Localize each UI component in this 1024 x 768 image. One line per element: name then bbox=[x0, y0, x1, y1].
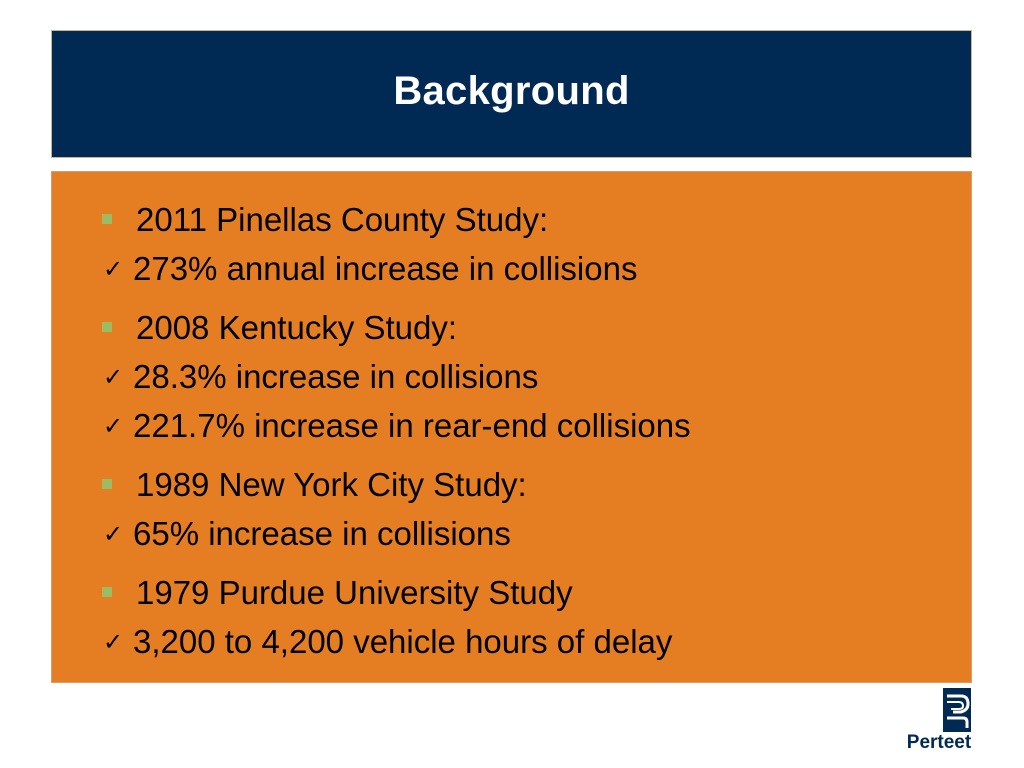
content-box bbox=[51, 171, 972, 683]
check-text: 28.3% increase in collisions bbox=[133, 358, 539, 395]
bullet-item bbox=[100, 200, 960, 249]
bullet-heading: 1979 Purdue University Study bbox=[136, 574, 573, 611]
check-item bbox=[52, 622, 960, 671]
bullet-heading: 2011 Pinellas County Study: bbox=[136, 201, 549, 238]
checkmark-icon: ✓ bbox=[103, 255, 124, 283]
check-text: 273% annual increase in collisions bbox=[133, 250, 638, 287]
perteet-logo-icon bbox=[943, 688, 971, 732]
checkmark-icon: ✓ bbox=[103, 363, 124, 391]
bullet-heading: 2008 Kentucky Study: bbox=[136, 309, 458, 346]
study-group bbox=[100, 573, 960, 671]
slide-title: Background bbox=[393, 68, 630, 113]
checkmark-icon: ✓ bbox=[103, 628, 124, 656]
check-item bbox=[52, 514, 960, 563]
check-text: 221.7% increase in rear-end collisions bbox=[133, 407, 691, 444]
title-bar bbox=[51, 30, 972, 158]
bullet-item bbox=[100, 465, 960, 514]
checkmark-icon: ✓ bbox=[103, 412, 124, 440]
content-list bbox=[100, 200, 960, 681]
square-bullet-icon bbox=[102, 214, 112, 224]
checkmark-icon: ✓ bbox=[103, 520, 124, 548]
square-bullet-icon bbox=[102, 587, 112, 597]
check-text: 65% increase in collisions bbox=[133, 515, 511, 552]
study-group bbox=[100, 308, 960, 455]
bullet-item bbox=[100, 573, 960, 622]
square-bullet-icon bbox=[102, 322, 112, 332]
check-item bbox=[52, 249, 960, 298]
check-item bbox=[52, 357, 960, 406]
bullet-heading: 1989 New York City Study: bbox=[136, 466, 527, 503]
bullet-item bbox=[100, 308, 960, 357]
check-item bbox=[52, 406, 960, 455]
study-group bbox=[100, 200, 960, 298]
check-text: 3,200 to 4,200 vehicle hours of delay bbox=[133, 623, 673, 660]
logo-text: Perteet bbox=[906, 732, 972, 753]
study-group bbox=[100, 465, 960, 563]
perteet-logo bbox=[896, 688, 982, 758]
square-bullet-icon bbox=[102, 479, 112, 489]
